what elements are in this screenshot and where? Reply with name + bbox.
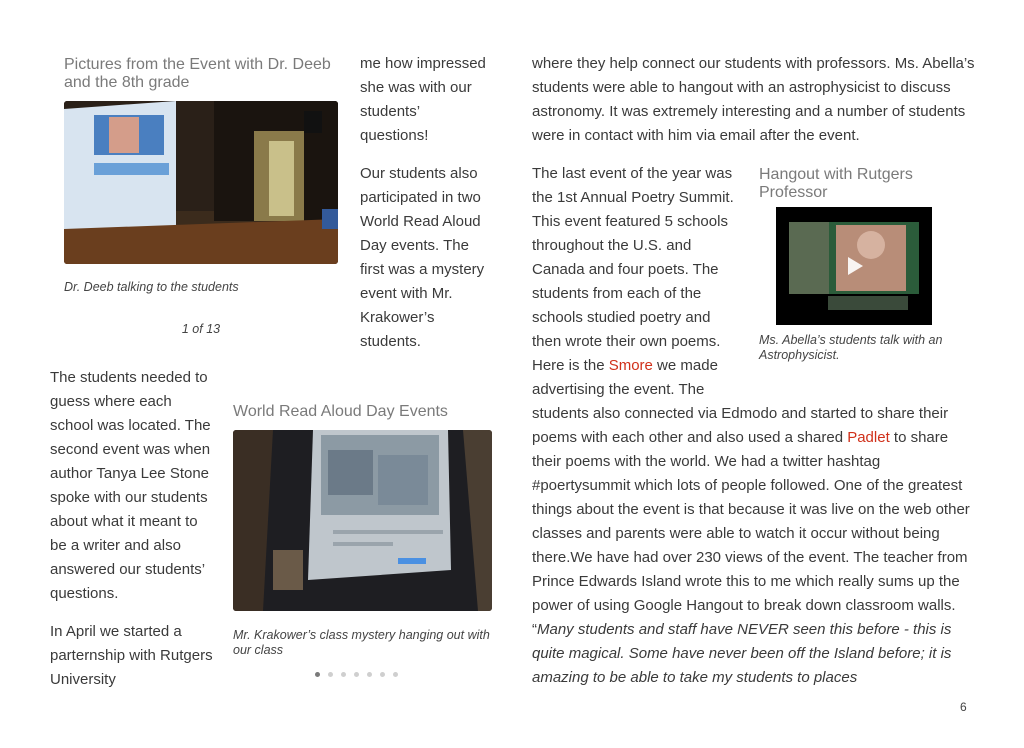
- gallery-photo-world-read-aloud[interactable]: [233, 430, 492, 611]
- teacher-quote: Many students and staff have NEVER seen this before - this is quite magical. Some have never been off the Island before; it is amazing to be able to take my students to places: [532, 621, 952, 686]
- video-caption: Ms. Abella’s students talk with an Astrophysicist.: [759, 333, 943, 362]
- gallery-photo-dr-deeb[interactable]: [64, 101, 338, 264]
- gallery-dot[interactable]: [393, 672, 398, 677]
- padlet-link[interactable]: Padlet: [847, 429, 890, 446]
- gallery-dot[interactable]: [354, 672, 359, 677]
- gallery-title-world-read-aloud: World Read Aloud Day Events: [233, 403, 448, 420]
- projector-photo-image: [64, 101, 338, 264]
- play-icon[interactable]: [842, 254, 866, 278]
- gallery-dot[interactable]: [380, 672, 385, 677]
- gallery-caption-world-read-aloud: Mr. Krakower’s class mystery hanging out with our class: [233, 628, 490, 657]
- text-after-smore: we made: [652, 357, 718, 374]
- paragraph-rutgers-partnership: In April we started a parternship with Rutgers University: [50, 623, 213, 688]
- poetry-summit-line: throughout the U.S. and: [532, 237, 692, 254]
- paragraph-smore-line: [532, 354, 747, 378]
- gallery-dot[interactable]: [315, 672, 320, 677]
- gallery-dot[interactable]: [367, 672, 372, 677]
- text-after-padlet: to share their poems with the world. We had a twitter hashtag #poertysummit which lots of people followed. One of the greatest things about the event is that because it was live on the web other classes and parents were able to watch it occur without being there.We have had over 230 views of the event. The teacher from Prince Edwards Island wrote this to me which really sums up the power of using Google Hangout to break down classroom walls. “: [532, 429, 970, 638]
- poetry-summit-line: then wrote their own poems.: [532, 333, 721, 350]
- gallery-dot[interactable]: [341, 672, 346, 677]
- text-here: Here is the: [532, 357, 609, 374]
- text-column-left: [50, 366, 215, 692]
- text-column-right-top: [532, 52, 977, 148]
- poetry-summit-line: the 1st Annual Poetry Summit.: [532, 189, 734, 206]
- poetry-summit-line: schools studied poetry and: [532, 309, 711, 326]
- paragraph-poetry-summit-wide: [532, 402, 979, 690]
- paragraph-guess-location: The students needed to guess where each school was located. The second event was when author Tanya Lee Stone spoke with our students about what it meant to be a writer and also answered our students’ questions.: [50, 369, 211, 602]
- smore-link[interactable]: Smore: [608, 357, 653, 374]
- poetry-summit-line: The last event of the year was: [532, 165, 733, 182]
- paragraph-advertising-line: advertising the event. The: [532, 381, 705, 398]
- gallery-dot[interactable]: [328, 672, 333, 677]
- text-column-middle: [360, 52, 490, 354]
- gallery-caption-dr-deeb: Dr. Deeb talking to the students: [64, 280, 239, 294]
- page-number: 6: [960, 700, 967, 714]
- gallery-title-dr-deeb: Pictures from the Event with Dr. Deeb and the 8th grade: [64, 56, 331, 91]
- paragraph-poetry-summit-narrow: [532, 162, 747, 354]
- video-player-rutgers[interactable]: [776, 207, 932, 325]
- video-title: Hangout with Rutgers Professor: [759, 166, 913, 201]
- poetry-summit-line: Canada and four poets. The: [532, 261, 719, 278]
- poetry-summit-line: students from each of the: [532, 285, 702, 302]
- poetry-summit-line: This event featured 5 schools: [532, 213, 728, 230]
- paragraph-world-read-aloud: Our students also participated in two World Read Aloud Day events. The first was a mystery event with Mr. Krakower’s students.: [360, 165, 485, 350]
- paragraph-astrophysicist: where they help connect our students with professors. Ms. Abella’s students were able to hangout with an astrophysicist to discuss astronomy. It was extremely interesting and a number of students were in contact with him via email after the event.: [532, 55, 975, 144]
- paragraph-impressed: me how impressed she was with our students’ questions!: [360, 55, 486, 144]
- text-before-padlet: students also connected via Edmodo and started to share their poems with each other and also used a shared: [532, 405, 949, 446]
- classroom-screen-image: [233, 430, 492, 611]
- gallery-page-dots[interactable]: [315, 672, 398, 677]
- gallery-counter: 1 of 13: [181, 322, 221, 336]
